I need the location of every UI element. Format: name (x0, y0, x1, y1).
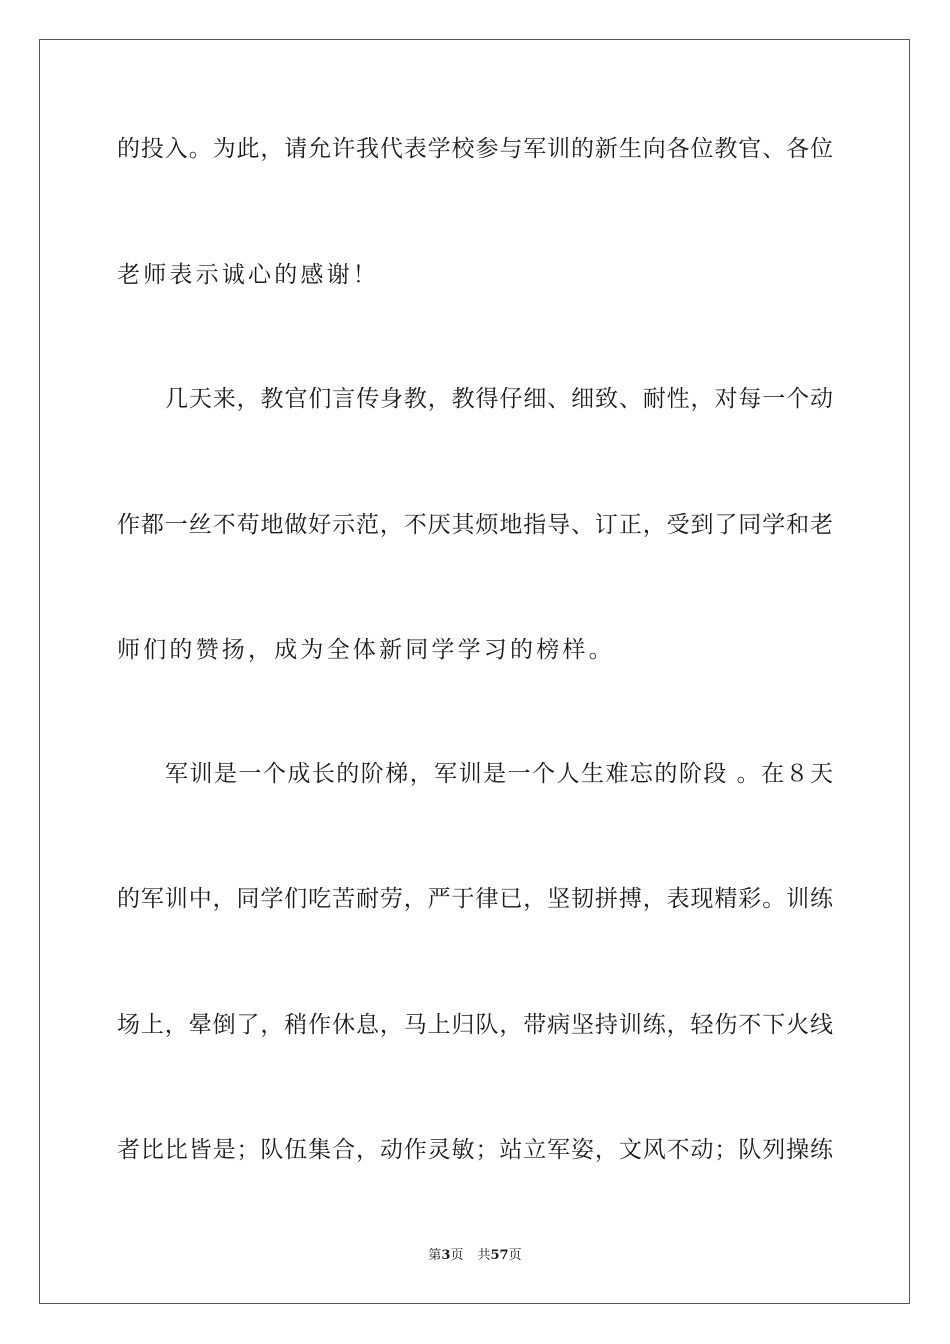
paragraph-3-line-1: 军训是一个成长的阶梯，军训是一个人生难忘的阶段 。在８天 (165, 761, 833, 787)
text-line-1: 的投入。为此，请允许我代表学校参与军训的新生向各位教官、各位 (117, 136, 833, 162)
paragraph-3-line-2: 的军训中，同学们吃苦耐劳，严于律已，坚韧拼搏，表现精彩。训练 (117, 886, 833, 912)
paragraph-3-line-3: 场上，晕倒了，稍作休息，马上归队，带病坚持训练，轻伤不下火线 (117, 1012, 833, 1038)
paragraph-2-line-1: 几天来，教官们言传身教，教得仔细、细致、耐性，对每一个动 (165, 386, 833, 412)
paragraph-2-line-2: 作都一丝不苟地做好示范，不厌其烦地指导、订正，受到了同学和老 (117, 512, 833, 538)
page-prefix: 第 (428, 1248, 442, 1263)
total-prefix: 共 (477, 1248, 491, 1263)
text-line-2: 老师表示诚心的感谢！ (117, 262, 379, 288)
total-pages: 57 (490, 1248, 509, 1263)
page-number: 3 (441, 1248, 451, 1263)
page-border (39, 39, 910, 1304)
paragraph-2-line-3: 师们的赞扬，成为全体新同学学习的榜样。 (117, 637, 615, 663)
page-footer (0, 1247, 950, 1265)
total-suffix: 页 (508, 1248, 522, 1263)
page-suffix: 页 (450, 1248, 464, 1263)
paragraph-3-line-4: 者比比皆是；队伍集合，动作灵敏；站立军姿，文风不动；队列操练 (117, 1137, 833, 1163)
